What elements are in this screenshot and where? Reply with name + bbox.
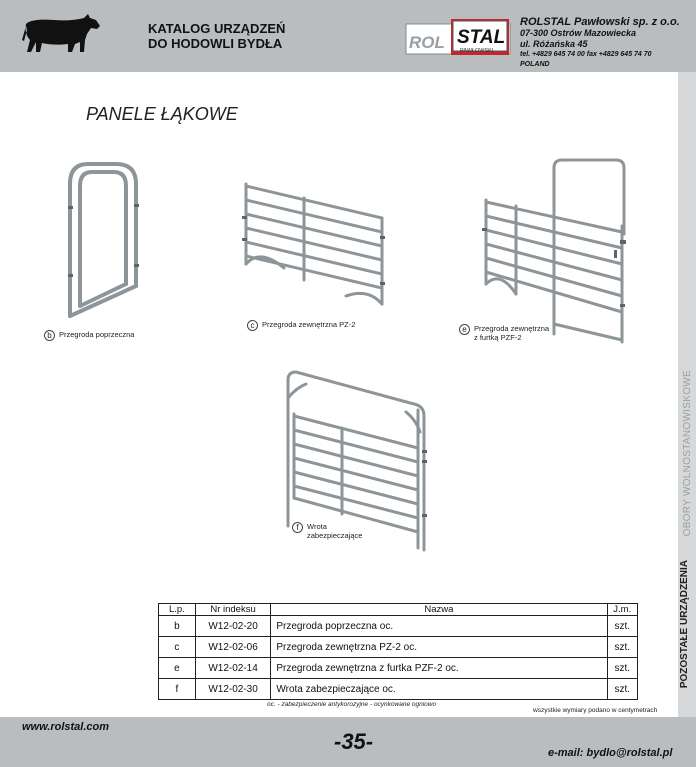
section-title: PANELE ŁĄKOWE xyxy=(86,104,238,124)
cell-unit: szt. xyxy=(607,658,638,679)
catalog-title-line2: DO HODOWLI BYDŁA xyxy=(148,36,283,51)
email-link[interactable]: e-mail: bydlo@rolstal.pl xyxy=(548,747,673,759)
caption-b xyxy=(44,330,134,341)
table-row xyxy=(159,658,638,679)
cow-silhouette-icon xyxy=(20,12,102,56)
cell-lp: f xyxy=(159,679,196,700)
table-row xyxy=(159,679,638,700)
cell-index: W12-02-06 xyxy=(195,637,271,658)
company-name: ROLSTAL Pawłowski sp. z o.o. xyxy=(520,16,680,28)
rolstal-logo xyxy=(405,18,512,58)
website-link[interactable]: www.rolstal.com xyxy=(22,721,110,733)
cell-name: Przegroda poprzeczna oc. xyxy=(271,616,607,637)
cell-unit: szt. xyxy=(607,679,638,700)
caption-f-text-2: zabezpieczające xyxy=(307,531,363,540)
dimensions-note: wszystkie wymiary podano w centymetrach xyxy=(533,707,658,714)
catalog-title-line1: KATALOG URZĄDZEŃ xyxy=(148,21,286,36)
sidebar-category-active-wrap xyxy=(679,560,695,742)
company-phone: tel. +4829 645 74 00 fax +4829 645 74 70 xyxy=(520,51,652,58)
cell-name: Wrota zabezpieczające oc. xyxy=(271,679,607,700)
caption-c-letter: c xyxy=(247,320,258,331)
caption-e-text-2: z furtką PZF-2 xyxy=(474,333,522,342)
logo-text-sub: PAWŁOWSKI xyxy=(460,48,494,54)
sidebar-category-faded[interactable]: OBORY WOLNOSTANOWISKOWE xyxy=(682,370,693,537)
cell-index: W12-02-20 xyxy=(195,616,271,637)
sidebar-category-active[interactable]: POZOSTAŁE URZĄDZENIA xyxy=(679,560,690,689)
product-table xyxy=(158,603,638,700)
cell-unit: szt. xyxy=(607,616,638,637)
column-header-lp: L.p. xyxy=(159,604,196,616)
cell-lp: b xyxy=(159,616,196,637)
caption-b-letter: b xyxy=(44,330,55,341)
cell-index: W12-02-30 xyxy=(195,679,271,700)
cell-lp: e xyxy=(159,658,196,679)
page-number: -35- xyxy=(334,729,374,754)
column-header-unit: J.m. xyxy=(607,604,638,616)
catalog-title xyxy=(148,21,285,51)
cell-name: Przegroda zewnętrzna z furtka PZF-2 oc. xyxy=(271,658,607,679)
product-e-drawing xyxy=(480,154,636,350)
logo-text-rol: ROL xyxy=(409,33,445,52)
company-address-2: ul. Różańska 45 xyxy=(520,39,588,49)
caption-c xyxy=(247,320,355,331)
company-country: POLAND xyxy=(520,61,550,68)
cell-lp: c xyxy=(159,637,196,658)
company-info xyxy=(520,16,680,70)
caption-c-text: Przegroda zewnętrzna PZ-2 xyxy=(262,320,356,329)
caption-f-letter: f xyxy=(292,522,303,533)
caption-b-text: Przegroda poprzeczna xyxy=(59,330,135,339)
table-header-row xyxy=(159,604,638,616)
coating-note: oc. - zabezpieczenie antykorozyjne - ocynkowane ogniowo xyxy=(267,701,437,708)
cell-unit: szt. xyxy=(607,637,638,658)
product-c-drawing xyxy=(236,176,394,310)
caption-e-text-1: Przegroda zewnętrzna xyxy=(474,324,550,333)
caption-e-letter: e xyxy=(459,324,470,335)
product-b-drawing xyxy=(58,156,148,322)
cell-name: Przegroda zewnętrzna PZ-2 oc. xyxy=(271,637,607,658)
column-header-index: Nr indeksu xyxy=(195,604,271,616)
cell-index: W12-02-14 xyxy=(195,658,271,679)
caption-f-text-1: Wrota xyxy=(307,522,327,531)
table-row xyxy=(159,616,638,637)
column-header-name: Nazwa xyxy=(271,604,607,616)
table-row xyxy=(159,637,638,658)
caption-f xyxy=(292,522,362,540)
caption-e xyxy=(459,324,549,342)
logo-text-stal: STAL xyxy=(457,27,506,48)
company-address-1: 07-300 Ostrów Mazowiecka xyxy=(520,28,637,38)
